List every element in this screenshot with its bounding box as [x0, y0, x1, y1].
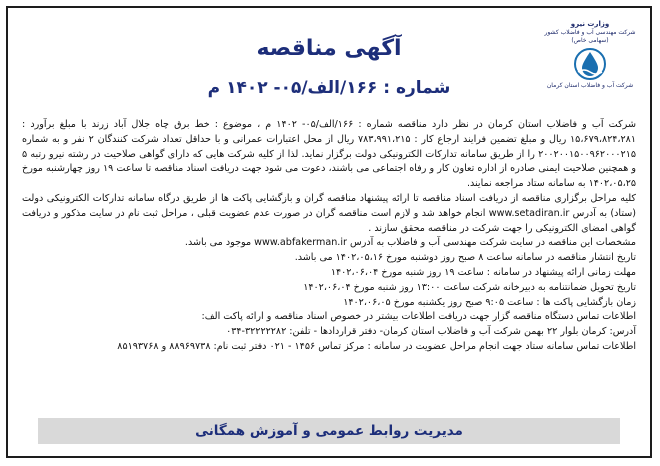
paragraph-deadline: مهلت زمانی ارائه پیشنهاد در سامانه : ساعت ۱۹ روز شنبه مورخ ۱۴۰۲،۰۶،۰۴	[330, 266, 636, 278]
paragraph-address: آدرس: کرمان بلوار ۲۲ بهمن شرکت آب و فاضلاب استان کرمان- دفتر قراردادها - تلفن: ۳۲۲۲۲۲۸۲-۰۳۴	[226, 326, 636, 338]
paragraph-website: مشخصات این مناقصه در سایت شرکت مهندسی آب و فاضلاب به آدرس www.abfakerman.ir موجود می باشد.	[184, 237, 636, 249]
notice-body	[22, 118, 636, 355]
logo-company: شرکت مهندسی آب و فاضلاب کشور	[544, 29, 636, 36]
logo-provincial-company: شرکت آب و فاضلاب استان کرمان	[546, 82, 634, 89]
paragraph-setad-contact: اطلاعات تماس سامانه ستاد جهت انجام مراحل عضویت در سامانه : مرکز تماس ۱۴۵۶ - ۰۲۱ دفتر ثبت نام: ۸۸۹۶۹۷۳۸ و ۸۵۱۹۳۷۶۸	[117, 340, 636, 352]
notice-frame	[6, 6, 652, 458]
logo-company-type: (سهامی خاص)	[571, 37, 609, 44]
paragraph-publish-date: تاریخ انتشار مناقصه در سامانه ساعت ۸ صبح روز دوشنبه مورخ ۱۴۰۲،۰۵،۱۶ می باشد.	[294, 252, 636, 264]
paragraph-intro: شرکت آب و فاضلاب استان کرمان در نظر دارد مناقصه شماره : ۱۶۶/الف/۰۵- ۱۴۰۲ م ، موضوع : خط برق چاه جلال آباد زرند با مبلغ برآورد : ۱۵،۶۷۹،۸۲۴،۲۸۱ ریال و مبلغ تضمین فرایند ارجاع کار : ۷۸۳،۹۹۱،۲۱۵ ریال از محل اعتبارات عمرانی و با حداقل تعداد شرکت کنندگان ۲ نفر و به شماره ۲۰۰۲۰۰۱۵۰۰۹۶۲۰۰۰۲۱۵ را از طریق سامانه تدارکات الکترونیکی دولت برگزار نماید. لذا از کلیه شرکت هایی که دارای گواهی صلاحیت در رشته نیرو رتبه ۵ و همچنین صلاحیت ایمنی صادره از اداره تعاون کار و رفاه اجتماعی می باشند، دعوت می شود جهت دریافت اسناد مناقصه تا ساعت ۱۹ روز چهارشنبه مورخ ۱۴۰۲،۰۵،۲۵ به سامانه ستاد مراجعه نمایند.	[22, 119, 636, 190]
paragraph-procedure: کلیه مراحل برگزاری مناقصه از دریافت اسناد مناقصه تا ارائه پیشنهاد مناقصه گران و بازگشایی پاکت ها از طریق درگاه سامانه تدارکات الکترونیکی دولت (ستاد) به آدرس www.setadiran.ir انجام خواهد شد و لازم است مناقصه گران در صورت عدم عضویت قبلی ، مراحل ثبت نام در سایت مذکور و دریافت گواهی امضای الکترونیکی را جهت شرکت در مناقصه محقق سازند .	[22, 192, 636, 234]
logo-ministry: وزارت نیرو	[570, 20, 610, 28]
paragraph-guarantee: تاریخ تحویل ضمانتنامه به دبیرخانه شرکت ساعت ۱۳:۰۰ روز شنبه مورخ ۱۴۰۲،۰۶،۰۴	[303, 281, 636, 293]
footer-department: مدیریت روابط عمومی و آموزش همگانی	[38, 418, 620, 444]
tender-number: شماره : ۱۶۶/الف/۰۵- ۱۴۰۲ م	[207, 78, 451, 98]
paragraph-opening: زمان بازگشایی پاکت ها : ساعت ۹:۰۵ صبح روز یکشنبه مورخ ۱۴۰۲،۰۶،۰۵	[343, 296, 636, 308]
notice-title: آگهی مناقصه	[256, 36, 402, 61]
paragraph-contact-intro: اطلاعات تماس دستگاه مناقصه گزار جهت دریافت اطلاعات بیشتر در خصوص اسناد مناقصه و ارائه پاکت الف:	[201, 311, 636, 323]
